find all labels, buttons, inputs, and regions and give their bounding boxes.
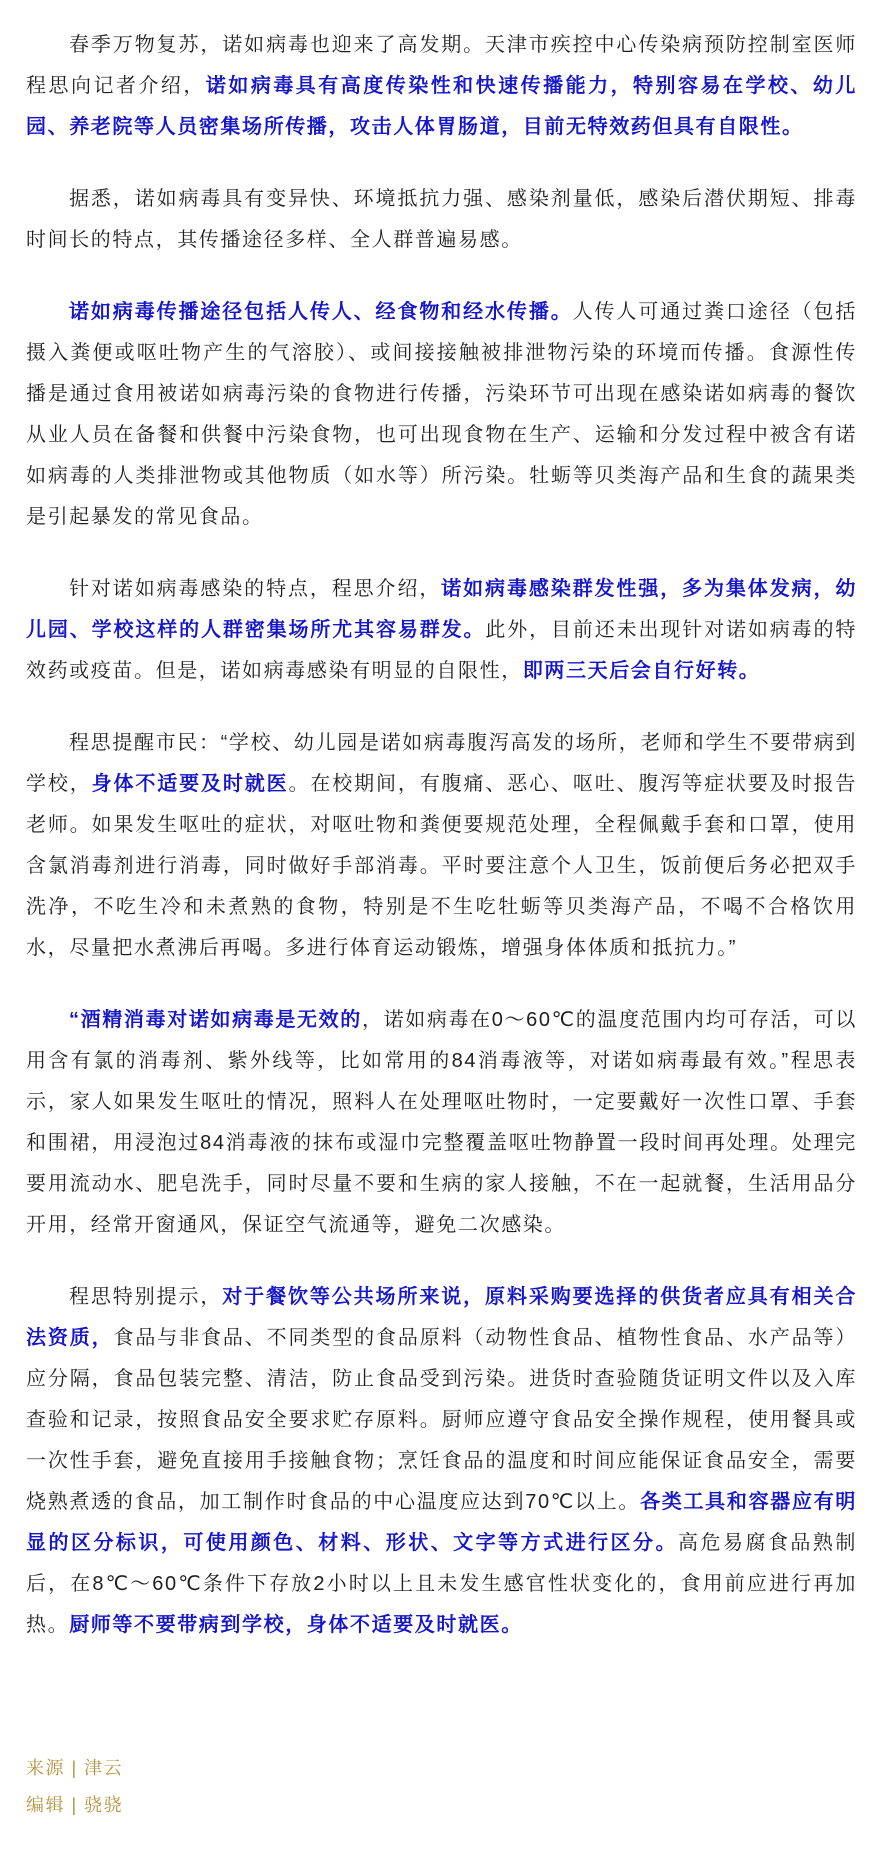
highlight-text-run: 诺如病毒传播途径包括人传人、经食物和经水传播。 [69,301,573,323]
text-run: 此外，目前还未出现针对诺如病毒的特效药或疫苗。但是，诺如病毒感染有明显的自限性， [26,619,857,682]
paragraph [26,292,857,538]
text-run: ，诺如病毒在0～60℃的温度范围内均可存活，可以用含有氯的消毒剂、紫外线等，比如常用的84消毒液等，对诺如病毒最有效。”程思表示，家人如果发生呕吐的情况，照料人在处理呕吐物时，一定要戴好一次性口罩、手套和围裙，用浸泡过84消毒液的抹布或湿巾完整覆盖呕吐物静置一段时间再处理。处理完要用流动水、肥皂洗手，同时尽量不要和生病的家人接触，不在一起就餐，生活用品分开用，经常开窗通风，保证空气流通等，避免二次感染。 [26,1009,857,1236]
highlight-text-run: 各类工具和容器应有明显的区分标识，可使用颜色、材料、形状、文字等方式进行区分。 [26,1491,858,1554]
highlight-text-run: 诺如病毒感染群发性强，多为集体发病，幼儿园、学校这样的人群密集场所尤其容易群发。 [26,578,857,641]
paragraph [26,1000,857,1246]
highlight-text-run: “酒精消毒对诺如病毒是无效的 [69,1009,362,1031]
article-footer [0,1714,887,1856]
highlight-text-run: 诺如病毒具有高度传染性和快速传播能力，特别容易在学校、幼儿园、养老院等人员密集场所传播，攻击人体胃肠道，目前无特效药但具有自限性。 [26,75,857,138]
text-run: 据悉，诺如病毒具有变异快、环境抵抗力强、感染剂量低，感染后潜伏期短、排毒时间长的特点，其传播途径多样、全人群普遍易感。 [26,188,857,251]
text-run: 食品与非食品、不同类型的食品原料（动物性食品、植物性食品、水产品等）应分隔，食品包装完整、清洁，防止食品受到污染。进货时查验随货证明文件以及入库查验和记录，按照食品安全要求贮存原料。厨师应遵守食品安全操作规程，使用餐具或一次性手套，避免直接用手接触食物；烹饪食品的温度和时间应能保证食品安全，需要烧熟煮透的食品，加工制作时食品的中心温度应达到70℃以上。 [26,1327,858,1513]
paragraph [26,723,857,969]
text-run: 针对诺如病毒感染的特点，程思介绍， [69,578,442,600]
paragraph [26,1277,857,1646]
editor-credit: 编辑 | 骁骁 [26,1795,124,1815]
highlight-text-run: 即两三天后会自行好转。 [522,660,761,682]
paragraph [26,569,857,692]
paragraph [26,179,857,261]
text-run: 人传人可通过粪口途径（包括摄入粪便或呕吐物产生的气溶胶）、或间接接触被排泄物污染的环境而传播。食源性传播是通过食用被诺如病毒污染的食物进行传播，污染环节可出现在感染诺如病毒的餐饮从业人员在备餐和供餐中污染食物，也可出现食物在生产、运输和分发过程中被含有诺如病毒的人类排泄物或其他物质（如水等）所污染。牡蛎等贝类海产品和生食的蔬果类是引起暴发的常见食品。 [26,301,857,528]
highlight-text-run: 厨师等不要带病到学校，身体不适要及时就医。 [69,1614,523,1636]
text-run: 高危易腐食品熟制后，在8℃～60℃条件下存放2小时以上且未发生感官性状变化的，食用前应进行再加热。 [26,1532,857,1636]
paragraph [26,25,857,148]
highlight-text-run: 身体不适要及时就医 [91,773,289,795]
text-run: 春季万物复苏，诺如病毒也迎来了高发期。天津市疾控中心传染病预防控制室医师程思向记者介绍， [26,34,857,97]
text-run: 程思特别提示， [69,1286,223,1308]
text-run: 程思提醒市民：“学校、幼儿园是诺如病毒腹泻高发的场所，老师和学生不要带病到学校， [26,732,857,795]
source-credit: 来源 | 津云 [26,1758,124,1778]
text-run: 。在校期间，有腹痛、恶心、呕吐、腹泻等症状要及时报告老师。如果发生呕吐的症状，对呕吐物和粪便要规范处理，全程佩戴手套和口罩，使用含氯消毒剂进行消毒，同时做好手部消毒。平时要注意个人卫生，饭前便后务必把双手洗净，不吃生冷和未煮熟的食物，特别是不生吃牡蛎等贝类海产品，不喝不合格饮用水，尽量把水煮沸后再喝。多进行体育运动锻炼，增强身体体质和抵抗力。” [26,773,857,959]
highlight-text-run: 对于餐饮等公共场所来说，原料采购要选择的供货者应具有相关合法资质， [26,1286,857,1349]
